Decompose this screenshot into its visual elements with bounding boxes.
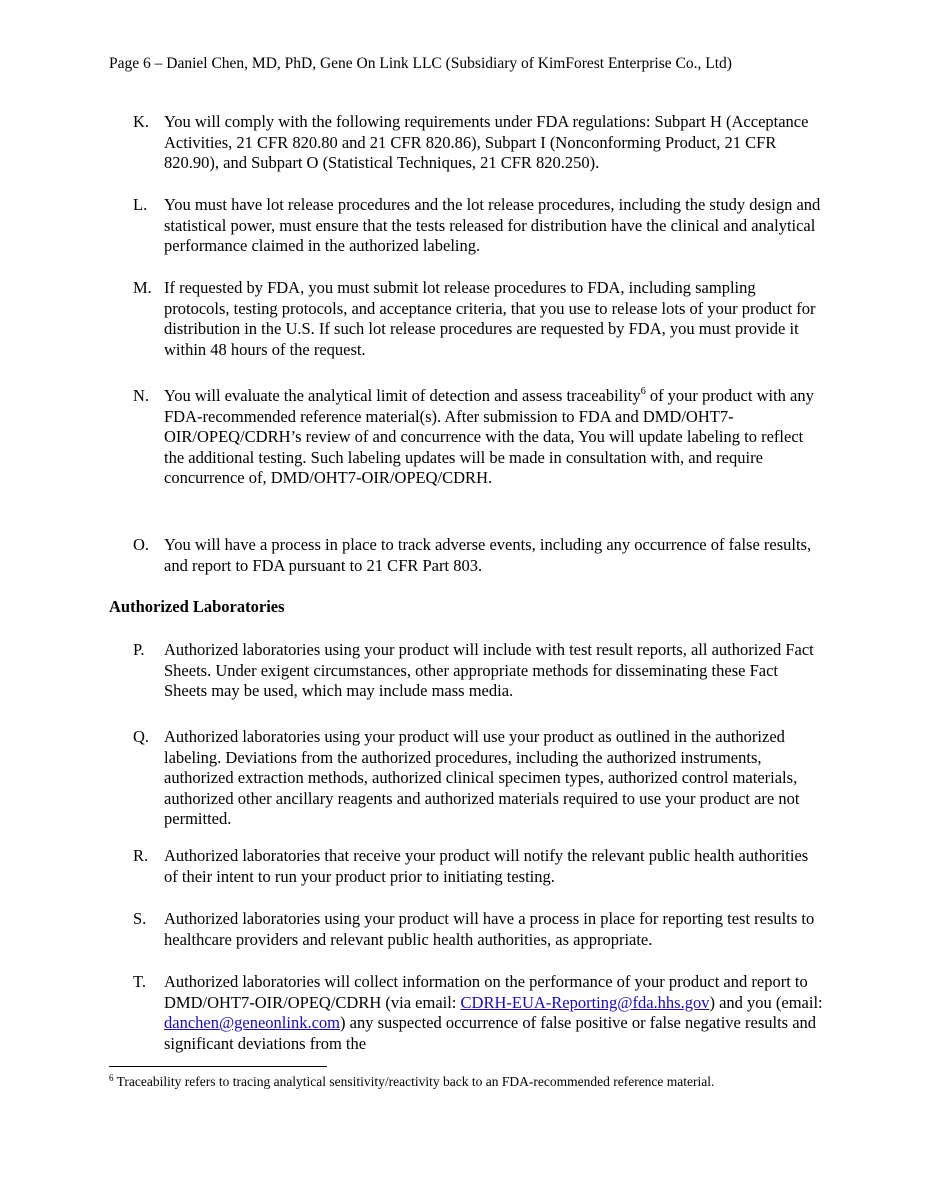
list-item-p (133, 640, 823, 702)
list-item-l (133, 195, 823, 257)
item-text: Authorized laboratories using your product will include with test result reports, all authorized Fact Sheets. Under exigent circumstances, other appropriate methods for disseminating these Fact Sheets may be used, which may include mass media. (164, 640, 814, 701)
item-letter: M. (133, 278, 152, 297)
list-item-o (133, 535, 823, 576)
item-letter: O. (133, 535, 150, 554)
footnote-number: 6 (109, 1073, 114, 1083)
section-heading-authorized-laboratories: Authorized Laboratories (109, 597, 285, 616)
list-item-r (133, 846, 823, 887)
footnote-divider (109, 1066, 327, 1067)
list-item-m (133, 278, 823, 360)
item-letter: T. (133, 972, 146, 991)
item-text: If requested by FDA, you must submit lot release procedures to FDA, including sampling protocols, testing protocols, and acceptance criteria, that you use to release lots of your product for distribution in the U.S. If such lot release procedures are requested by FDA, you must provide it within 48 hours of the request. (164, 278, 816, 359)
item-text: Authorized laboratories that receive your product will notify the relevant public health authorities of their intent to run your product prior to initiating testing. (164, 846, 809, 886)
item-letter: N. (133, 386, 150, 405)
fda-reporting-email-link[interactable]: CDRH-EUA-Reporting@fda.hhs.gov (460, 992, 710, 1012)
item-text: You will comply with the following requirements under FDA regulations: Subpart H (Acceptance Activities, 21 CFR 820.80 and 21 CFR 820.86), Subpart I (Nonconforming Product, 21 CFR 820.90), and Subpart O (Statistical Techniques, 21 CFR 820.250). (164, 112, 809, 173)
list-item-n (133, 386, 823, 489)
item-letter: S. (133, 909, 147, 928)
item-text: You will have a process in place to track adverse events, including any occurrence of false results, and report to FDA pursuant to 21 CFR Part 803. (164, 535, 812, 575)
item-text-part: You will evaluate the analytical limit of detection and assess traceability (164, 386, 641, 405)
list-item-k (133, 112, 823, 174)
item-text: Authorized laboratories using your product will use your product as outlined in the authorized labeling. Deviations from the authorized procedures, including the authorized instruments, authorized extraction methods, authorized clinical specimen types, authorized control materials, authorized other ancillary reagents and authorized materials required to use your product are not permitted. (164, 727, 800, 829)
list-item-q (133, 727, 823, 830)
item-letter: P. (133, 640, 145, 659)
item-text (164, 386, 823, 489)
item-letter: Q. (133, 727, 150, 746)
footnote (109, 1074, 714, 1090)
item-letter: R. (133, 846, 149, 865)
item-text-part: ) and you (email: (709, 992, 823, 1012)
item-text: You must have lot release procedures and the lot release procedures, including the study design and statistical power, must ensure that the tests released for distribution have the clinical and analytical performance claimed in the authorized labeling. (164, 195, 821, 256)
item-letter: L. (133, 195, 148, 214)
footnote-reference[interactable]: 6 (640, 386, 646, 397)
item-letter: K. (133, 112, 150, 131)
company-email-link[interactable]: danchen@geneonlink.com (164, 1013, 341, 1033)
item-text: Authorized laboratories using your product will have a process in place for reporting test results to healthcare providers and relevant public health authorities, as appropriate. (164, 909, 815, 949)
item-text (164, 972, 823, 1054)
item-text-part: ) any suspected occurrence of false positive or false negative results and significant deviations from the (164, 1013, 817, 1053)
footnote-text: Traceability refers to tracing analytical sensitivity/reactivity back to an FDA-recommended reference material. (113, 1074, 715, 1089)
list-item-s (133, 909, 823, 950)
item-text-part: of your product with any FDA-recommended reference material(s). After submission to FDA and DMD/OHT7-OIR/OPEQ/CDRH’s review of and concurrence with the data, You will update labeling to reflect the additional testing. Such labeling updates will be made in consultation with, and require concurrence of, DMD/OHT7-OIR/OPEQ/CDRH. (164, 386, 814, 488)
list-item-t (133, 972, 823, 1054)
page-header: Page 6 – Daniel Chen, MD, PhD, Gene On Link LLC (Subsidiary of KimForest Enterprise Co., Ltd) (109, 55, 732, 72)
item-text-part: Authorized laboratories will collect information on the performance of your product and report to DMD/OHT7-OIR/OPEQ/CDRH (via email: (164, 972, 808, 1012)
